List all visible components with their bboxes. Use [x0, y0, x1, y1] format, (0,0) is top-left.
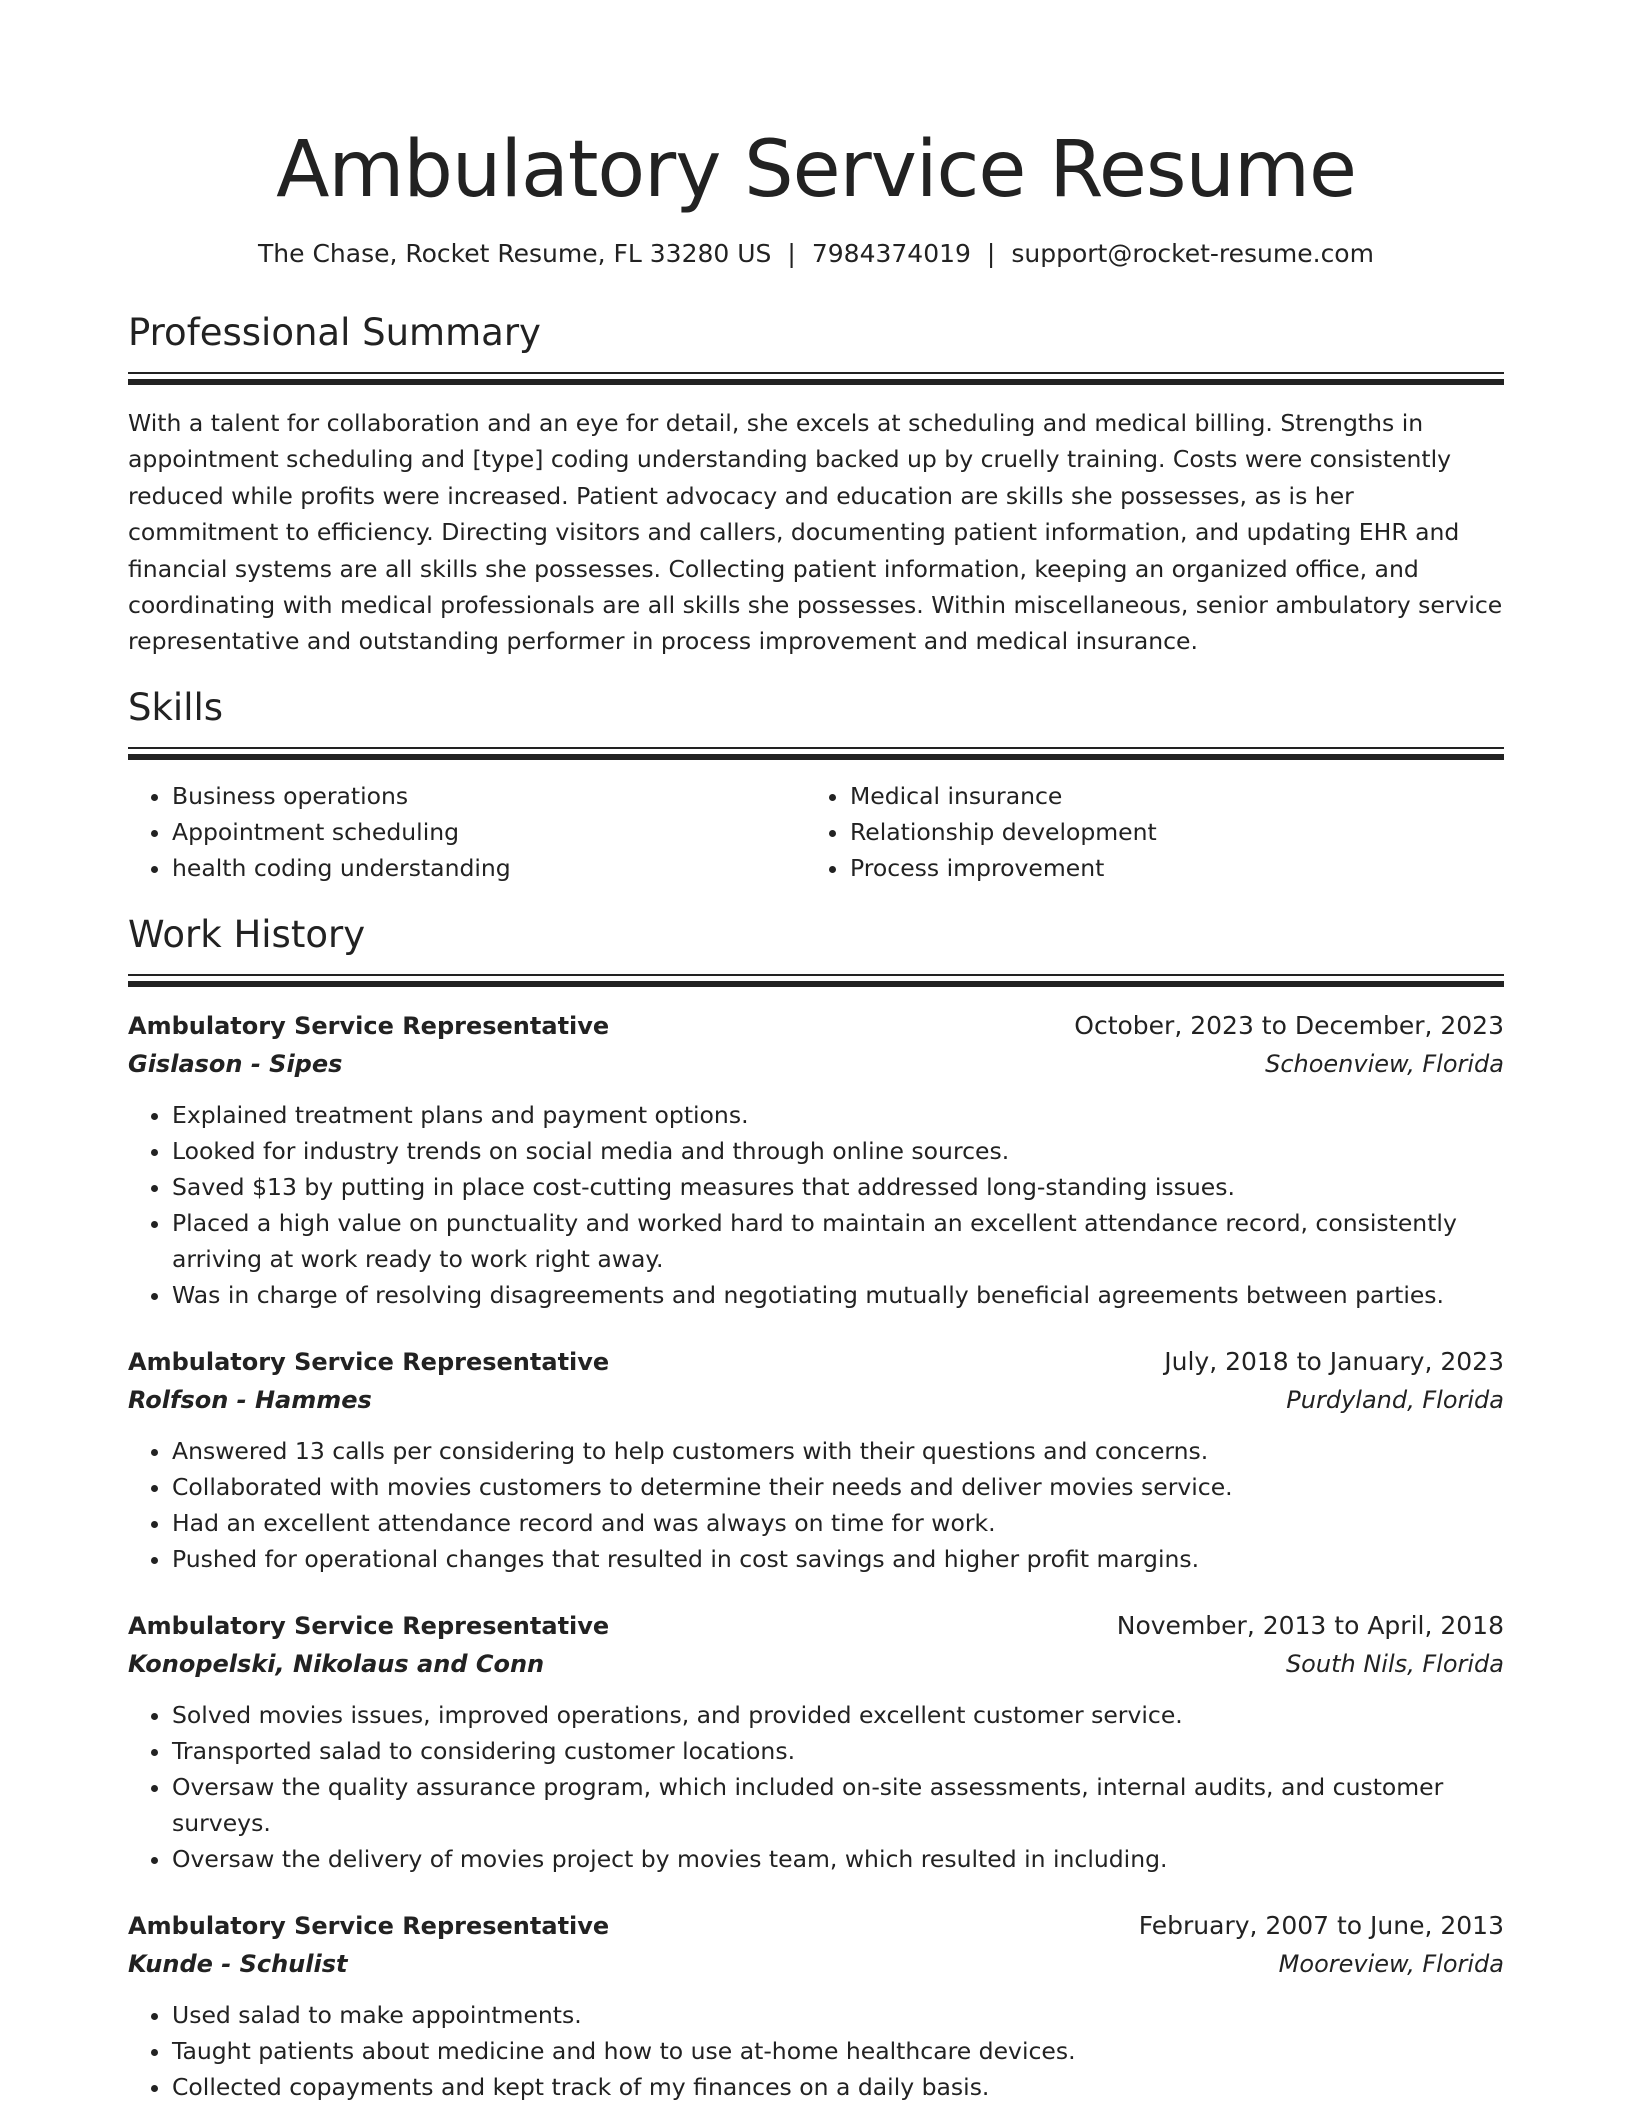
job-bullets — [128, 1697, 1504, 1877]
job-bullets — [128, 1997, 1504, 2105]
contact-address: The Chase, Rocket Resume, FL 33280 US — [258, 239, 772, 268]
job-title: Ambulatory Service Representative — [128, 1012, 610, 1041]
skill-item: • Medical insurance — [850, 778, 1484, 814]
company-name: Konopelski, Nikolaus and Conn — [128, 1650, 545, 1679]
job-bullet: • Taught patients about medicine and how to use at-home healthcare devices. — [172, 2033, 1504, 2069]
job-dates: July, 2018 to January, 2023 — [1164, 1347, 1504, 1377]
job-entry — [128, 1007, 1504, 1313]
skills-list — [128, 778, 1504, 886]
skill-item: • Relationship development — [850, 814, 1484, 850]
job-location: Purdyland, Florida — [1286, 1386, 1504, 1415]
job-bullet: • Oversaw the quality assurance program, which included on-site assessments, internal audits, and customer surveys. — [172, 1769, 1504, 1841]
contact-line — [128, 236, 1504, 272]
job-entry — [128, 1607, 1504, 1877]
skill-item: • Process improvement — [850, 850, 1484, 886]
job-bullet: • Oversaw the delivery of movies project by movies team, which resulted in including. — [172, 1841, 1504, 1877]
job-title: Ambulatory Service Representative — [128, 1348, 610, 1377]
job-bullet: • Saved $13 by putting in place cost-cutting measures that addressed long-standing issues. — [172, 1169, 1504, 1205]
job-title: Ambulatory Service Representative — [128, 1612, 610, 1641]
job-location: Mooreview, Florida — [1278, 1950, 1504, 1979]
contact-email: support@rocket-resume.com — [1011, 239, 1374, 268]
job-bullet: • Used salad to make appointments. — [172, 1997, 1504, 2033]
resume-title: Ambulatory Service Resume — [276, 125, 1356, 215]
skills-column-left — [128, 778, 806, 886]
skills-column-right — [806, 778, 1484, 886]
job-bullet: • Transported salad to considering customer locations. — [172, 1733, 1504, 1769]
job-bullet: • Collected copayments and kept track of my finances on a daily basis. — [172, 2069, 1504, 2105]
job-bullet: • Looked for industry trends on social media and through online sources. — [172, 1133, 1504, 1169]
job-bullets — [128, 1433, 1504, 1577]
contact-separator: | — [787, 239, 796, 268]
job-entry — [128, 1907, 1504, 2105]
job-bullet: • Placed a high value on punctuality and worked hard to maintain an excellent attendance record, consistently arriving at work ready to work right away. — [172, 1205, 1504, 1277]
skill-item: • health coding understanding — [172, 850, 806, 886]
job-bullet: • Answered 13 calls per considering to help customers with their questions and concerns. — [172, 1433, 1504, 1469]
section-title-skills: Skills — [128, 686, 224, 730]
summary-text: With a talent for collaboration and an eye for detail, she excels at scheduling and medical billing. Strengths in appointment scheduling and [type] coding understanding backed up by cruelly training. Costs were consistently reduced while profits were increased. Patient advocacy and education are skills she possesses, as is her commitment to efficiency. Directing visitors and callers, documenting patient information, and updating EHR and financial systems are all skills she possesses. Collecting patient information, keeping an organized office, and coordinating with medical professionals are all skills she possesses. Within miscellaneous, senior ambulatory service representative and outstanding performer in process improvement and medical insurance. — [128, 409, 1503, 656]
job-bullets — [128, 1097, 1504, 1313]
job-dates: October, 2023 to December, 2023 — [1074, 1011, 1504, 1041]
job-bullet: • Was in charge of resolving disagreements and negotiating mutually beneficial agreements between parties. — [172, 1277, 1504, 1313]
job-entry — [128, 1343, 1504, 1577]
job-bullet: • Solved movies issues, improved operations, and provided excellent customer service. — [172, 1697, 1504, 1733]
section-title-summary: Professional Summary — [128, 311, 541, 354]
company-name: Gislason - Sipes — [128, 1050, 343, 1079]
section-divider — [128, 974, 1504, 987]
job-dates: February, 2007 to June, 2013 — [1138, 1911, 1504, 1941]
job-bullet: • Explained treatment plans and payment options. — [172, 1097, 1504, 1133]
skill-item: • Appointment scheduling — [172, 814, 806, 850]
job-bullet: • Pushed for operational changes that resulted in cost savings and higher profit margins. — [172, 1541, 1504, 1577]
job-location: Schoenview, Florida — [1265, 1050, 1504, 1079]
contact-phone: 7984374019 — [811, 239, 971, 268]
company-name: Rolfson - Hammes — [128, 1386, 372, 1415]
job-bullet: • Collaborated with movies customers to determine their needs and deliver movies service. — [172, 1469, 1504, 1505]
job-bullet: • Had an excellent attendance record and was always on time for work. — [172, 1505, 1504, 1541]
contact-separator: | — [986, 239, 996, 268]
company-name: Kunde - Schulist — [128, 1950, 348, 1979]
job-location: South Nils, Florida — [1285, 1650, 1504, 1679]
section-divider — [128, 747, 1504, 760]
job-dates: November, 2013 to April, 2018 — [1116, 1611, 1504, 1641]
job-title: Ambulatory Service Representative — [128, 1912, 610, 1941]
resume-page — [128, 0, 1504, 2105]
section-title-work-history: Work History — [128, 913, 366, 957]
skill-item: • Business operations — [172, 778, 806, 814]
section-divider — [128, 372, 1504, 385]
